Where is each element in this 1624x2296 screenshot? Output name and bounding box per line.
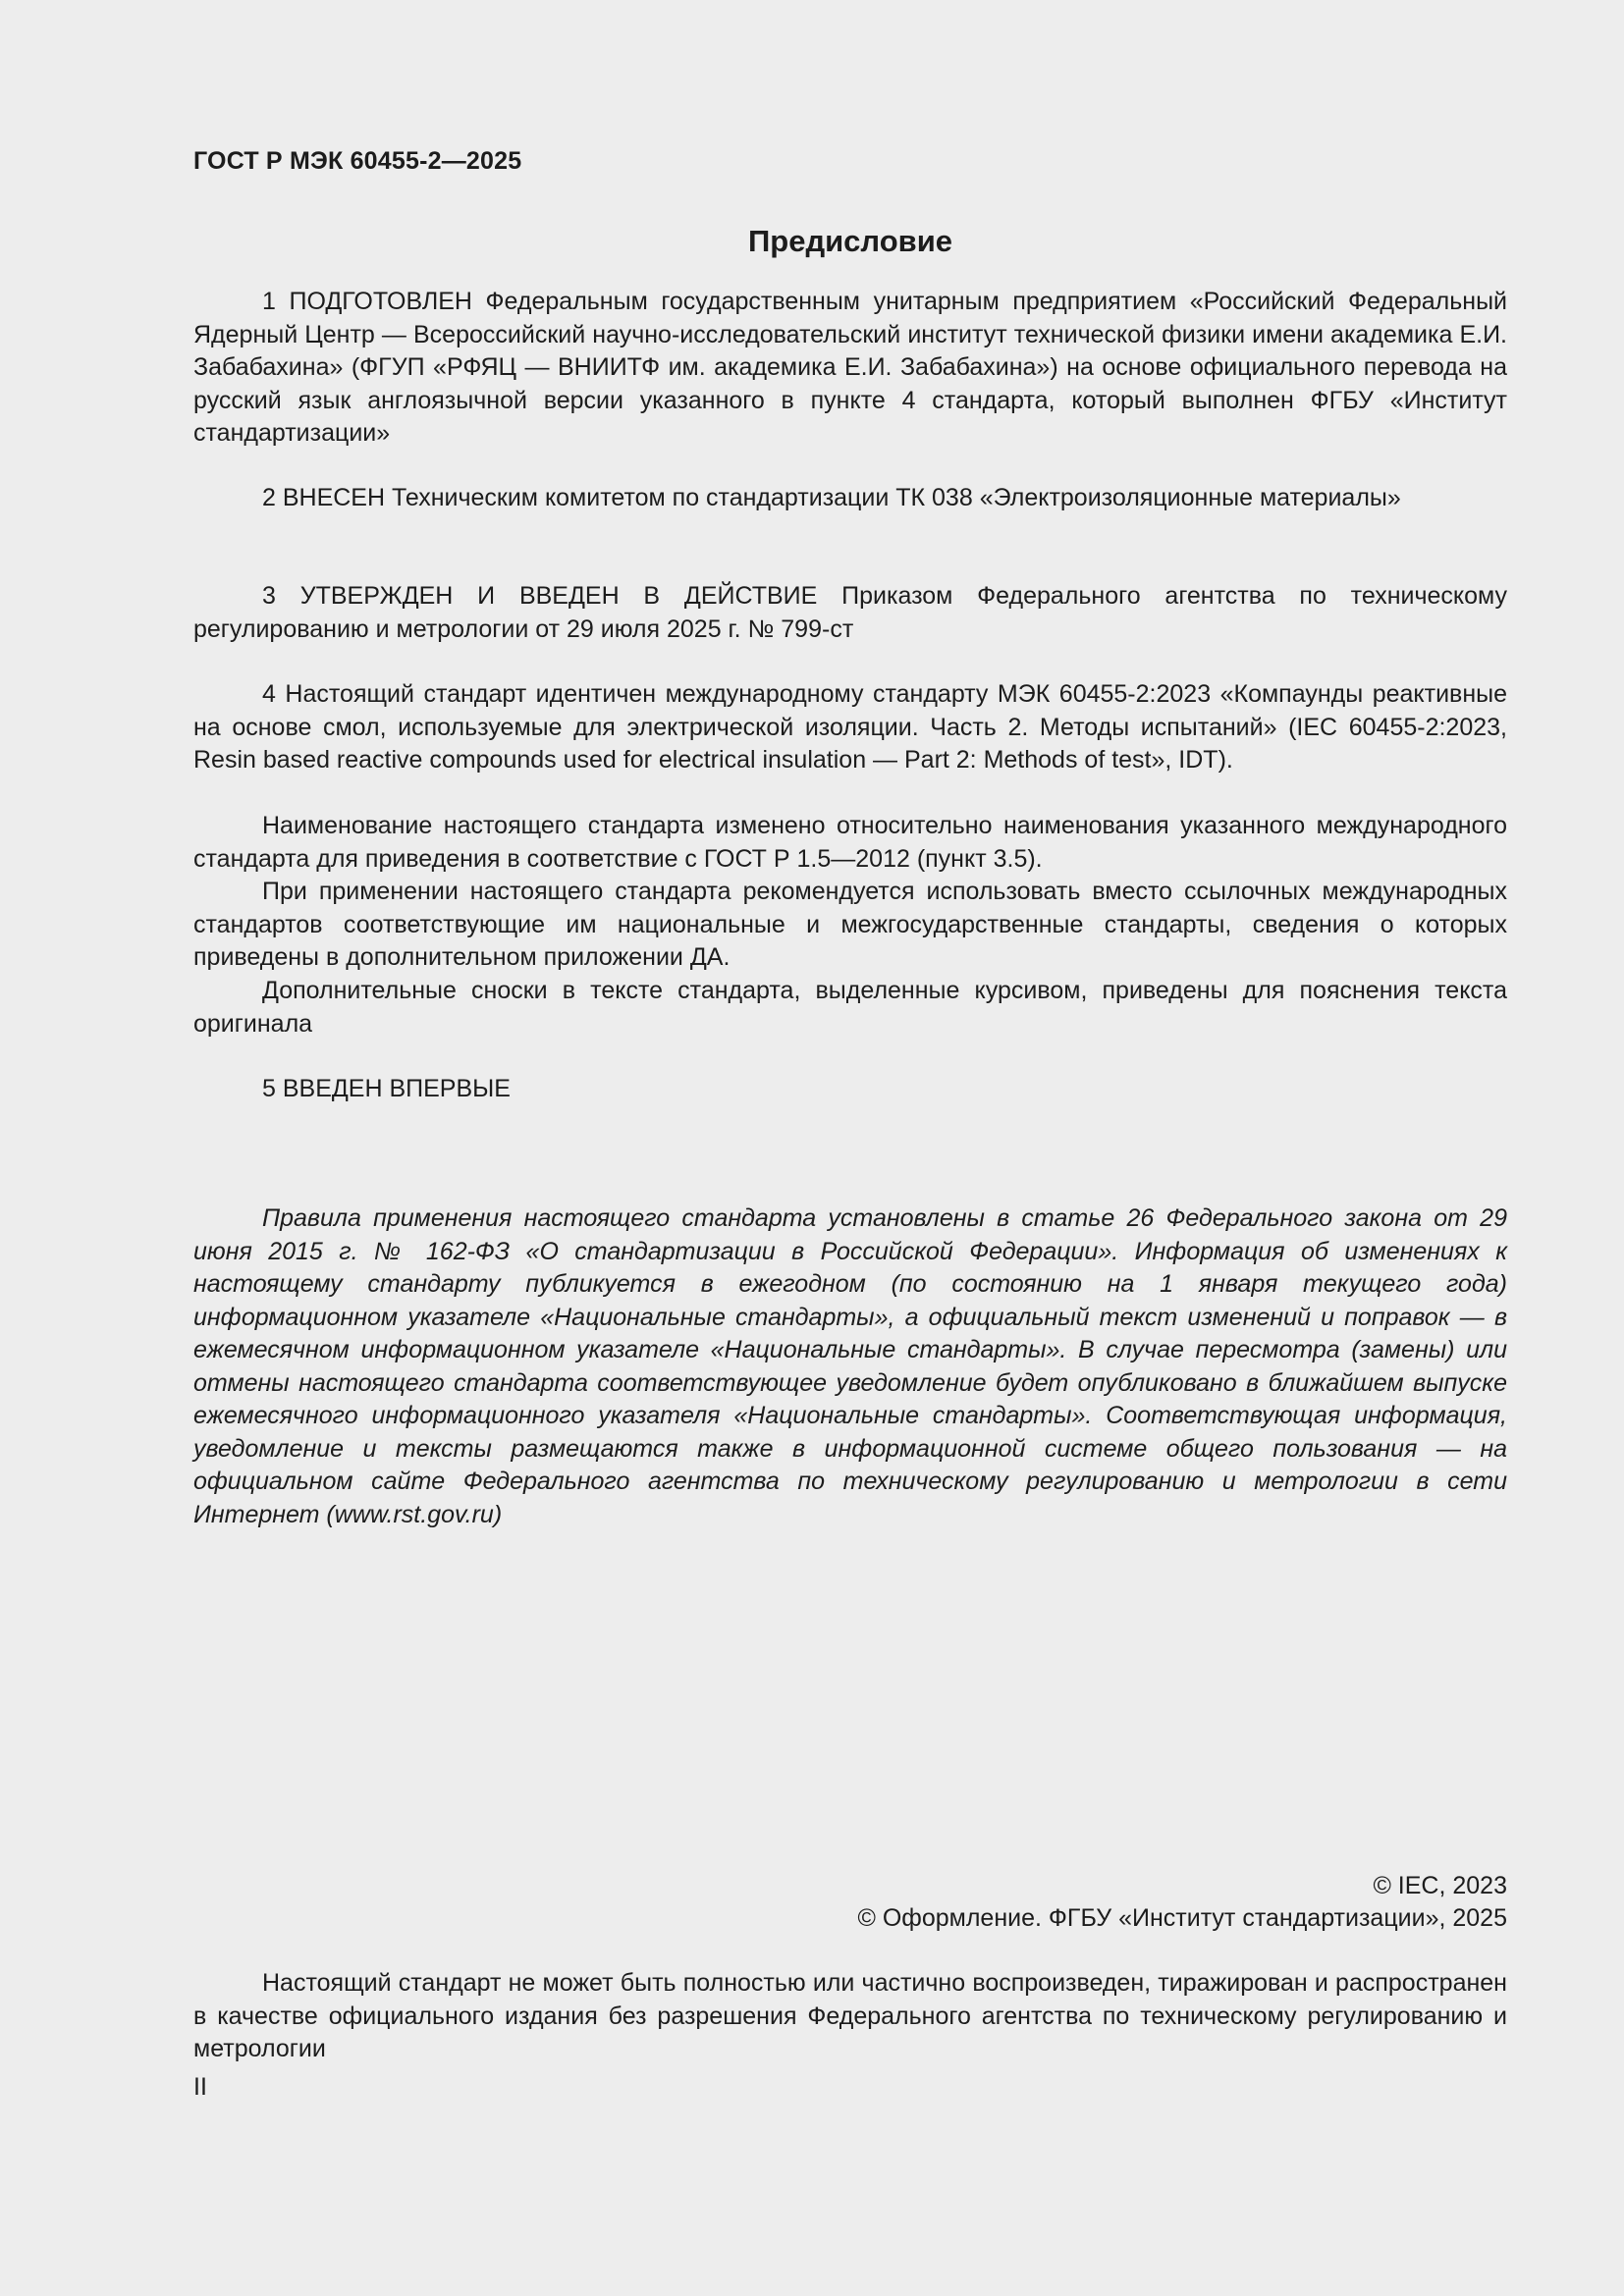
section-4-identity: 4 Настоящий стандарт идентичен международному стандарту МЭК 60455-2:2023 «Компаунды реактивные на основе смол, используемые для электрической изоляции. Часть 2. Методы испытаний» (IEC 60455-2:2023, Resin based reactive compounds used for electrical insulation — Part 2: Methods of test», IDT). (193, 680, 1507, 774)
section-1-prepared: 1 ПОДГОТОВЛЕН Федеральным государственным унитарным предприятием «Российский Федеральный Ядерный Центр — Всероссийский научно-исследовательский институт технической физики имени академика Е.И. Забабахина» (ФГУП «РФЯЦ — ВНИИТФ им. академика Е.И. Забабахина») на основе официального перевода на русский язык англоязычной версии указанного в пункте 4 стандарта, который выполнен ФГБУ «Институт стандартизации» (193, 288, 1507, 447)
section-5-first-introduced: 5 ВВЕДЕН ВПЕРВЫЕ (262, 1075, 511, 1102)
page-number: II (193, 2073, 207, 2101)
section-4-references: При применении настоящего стандарта рекомендуется использовать вместо ссылочных международных стандартов соответствующие им национальные и межгосударственные стандарты, сведения о которых приведены в дополнительном приложении ДА. (193, 878, 1507, 971)
rules-of-application-notice: Правила применения настоящего стандарта установлены в статье 26 Федерального закона от 29 июня 2015 г. № 162-ФЗ «О стандартизации в Российской Федерации». Информация об изменениях к настоящему стандарту публикуется в ежегодном (по состоянию на 1 января текущего года) информационном указателе «Национальные стандарты», а официальный текст изменений и поправок — в ежемесячном информационном указателе «Национальные стандарты». В случае пересмотра (замены) или отмены настоящего стандарта соответствующее уведомление будет опубликовано в ближайшем выпуске ежемесячного информационного указателя «Национальные стандарты». Соответствующая информация, уведомление и тексты размещаются также в информационной системе общего пользования — на официальном сайте Федерального агентства по техническому регулированию и метрологии в сети Интернет (www.rst.gov.ru) (193, 1204, 1507, 1528)
copyright-design: © Оформление. ФГБУ «Институт стандартизации», 2025 (857, 1904, 1507, 1932)
section-4-name-change: Наименование настоящего стандарта изменено относительно наименования указанного международного стандарта для приведения в соответствие с ГОСТ Р 1.5—2012 (пункт 3.5). (193, 812, 1507, 873)
copyright-iec: © IEC, 2023 (1373, 1872, 1507, 1899)
section-3-approved: 3 УТВЕРЖДЕН И ВВЕДЕН В ДЕЙСТВИЕ Приказом Федерального агентства по техническому регулированию и метрологии от 29 июля 2025 г. № 799-ст (193, 582, 1507, 643)
section-2-submitted: 2 ВНЕСЕН Техническим комитетом по стандартизации ТК 038 «Электроизоляционные материалы» (262, 484, 1401, 511)
page-title: Предисловие (747, 224, 952, 258)
document-code-header: ГОСТ Р МЭК 60455-2—2025 (193, 147, 522, 175)
section-4-footnotes: Дополнительные сноски в тексте стандарта, выделенные курсивом, приведены для пояснения текста оригинала (193, 977, 1507, 1038)
reproduction-notice: Настоящий стандарт не может быть полностью или частично воспроизведен, тиражирован и распространен в качестве официального издания без разрешения Федерального агентства по техническому регулированию и метрологии (193, 1969, 1507, 2062)
document-page (193, 0, 1507, 2296)
